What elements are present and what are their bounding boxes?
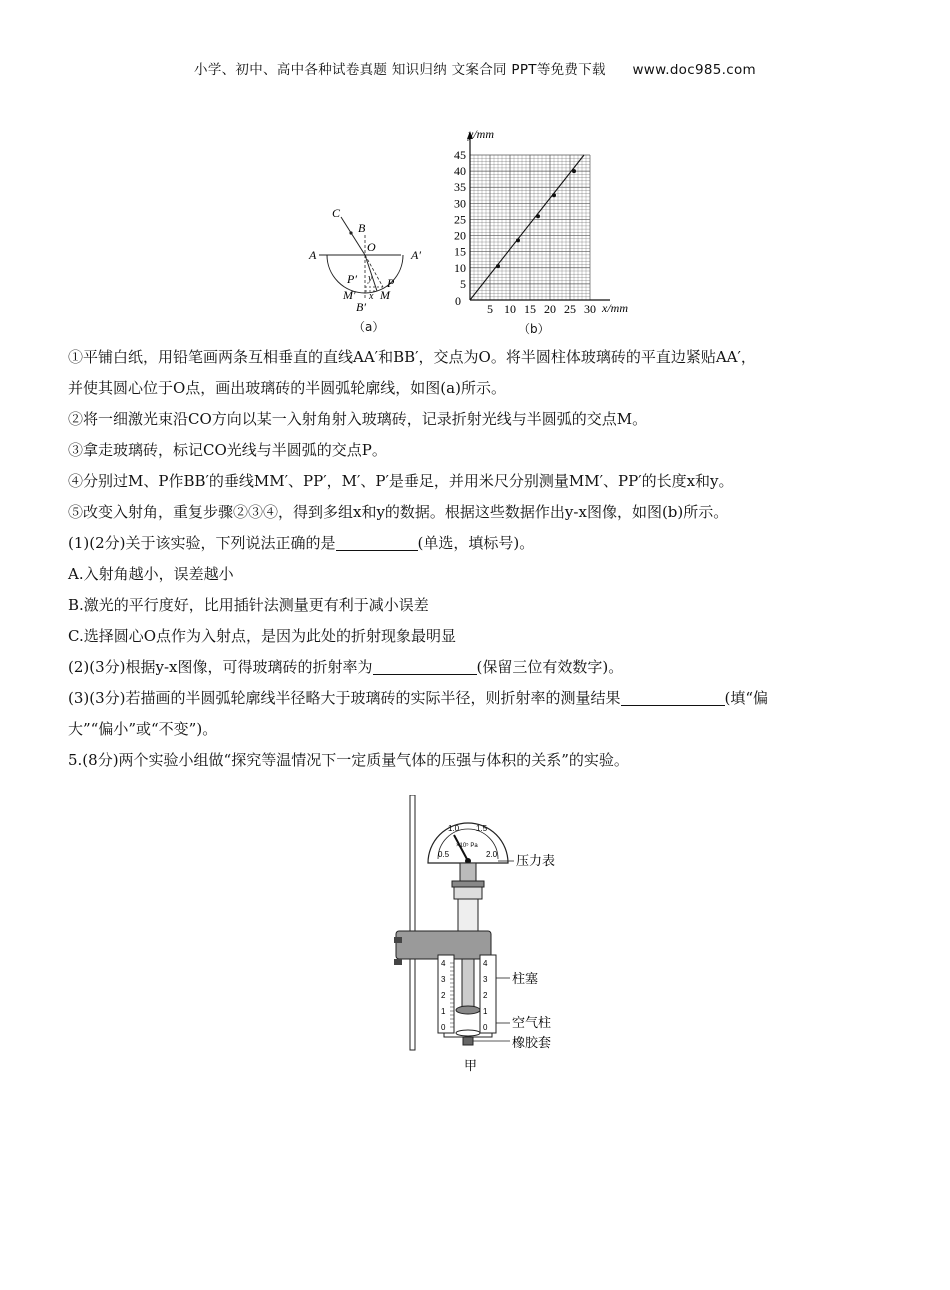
step-4: ④分别过M、P作BB′的垂线MM′、PP′，M′、P′是垂足，并用米尺分别测量MM′、PP′的长度x和y。 <box>68 472 734 490</box>
y-tick-label: 30 <box>454 196 466 211</box>
label-M-prime: M′ <box>343 288 356 302</box>
data-point <box>572 169 576 173</box>
chart-xlabel: x/mm <box>602 301 628 315</box>
q1-option-c: C.选择圆心O点作为入射点，是因为此处的折射现象最明显 <box>68 627 457 645</box>
left-scale-4: 4 <box>441 959 446 968</box>
q1-prefix: (1)(2分)关于该实验，下列说法正确的是 <box>68 534 336 552</box>
data-point <box>552 193 556 197</box>
label-x: x <box>369 291 374 302</box>
y-tick-label: 10 <box>454 260 466 275</box>
chart-origin-label: 0 <box>455 294 461 308</box>
label-B: B <box>358 221 366 235</box>
step-3: ③拿走玻璃砖，标记CO光线与半圆弧的交点P。 <box>68 441 387 459</box>
left-scale-0: 0 <box>441 1023 446 1032</box>
label-P: P <box>387 276 395 290</box>
q2-suffix: (保留三位有效数字)。 <box>476 658 624 676</box>
left-scale-2: 2 <box>441 991 446 1000</box>
q3-suffix: (填“偏 <box>724 689 769 707</box>
label-O: O <box>367 240 376 254</box>
header-site: www.doc985.com <box>632 62 756 78</box>
gauge-unit: ×10⁵ Pa <box>456 843 478 849</box>
q2-answer-blank[interactable] <box>373 656 477 675</box>
figure-a-caption: （a） <box>353 320 385 334</box>
label-A-prime: A′ <box>411 248 421 262</box>
x-tick-label: 30 <box>584 302 596 316</box>
q3-prefix: (3)(3分)若描画的半圆弧轮廓线半径略大于玻璃砖的实际半径，则折射率的测量结果 <box>68 689 621 707</box>
right-scale-1: 1 <box>483 1007 488 1016</box>
label-rubber-cap: 橡胶套 <box>512 1036 552 1051</box>
stand-rod <box>410 795 415 1050</box>
step-1: ①平铺白纸，用铅笔画两条互相垂直的直线AA′和BB′，交点为O。将半圆柱体玻璃砖的平直边紧贴AA′， <box>68 348 756 366</box>
question-5: 5.(8分)两个实验小组做“探究等温情况下一定质量气体的压强与体积的关系”的实验。 <box>68 751 629 769</box>
plunger <box>456 1006 480 1014</box>
rubber-cap <box>463 1037 473 1045</box>
data-point <box>516 238 520 242</box>
x-tick-label: 5 <box>487 302 493 316</box>
label-C: C <box>332 206 341 220</box>
x-tick-label: 10 <box>504 302 516 316</box>
x-tick-label: 15 <box>524 302 536 316</box>
figure-b-chart <box>440 125 650 320</box>
q2-prefix: (2)(3分)根据y-x图像，可得玻璃砖的折射率为 <box>68 658 373 676</box>
gauge-tick-1: 0.5 <box>438 850 450 859</box>
x-tick-label: 25 <box>564 302 576 316</box>
right-scale-3: 3 <box>483 975 488 984</box>
q1-option-a: A.入射角越小，误差越小 <box>68 565 234 583</box>
question-body <box>68 342 888 776</box>
q1-option-b: B.激光的平行度好，比用插针法测量更有利于减小误差 <box>68 596 429 614</box>
step-2: ②将一细激光束沿CO方向以某一入射角射入玻璃砖，记录折射光线与半圆弧的交点M。 <box>68 410 648 428</box>
question-3 <box>68 683 888 714</box>
q1-answer-blank[interactable] <box>336 532 418 551</box>
right-scale-4: 4 <box>483 959 488 968</box>
label-B-prime: B′ <box>356 300 366 314</box>
fit-line <box>470 155 584 300</box>
plunger-rod <box>462 959 474 1009</box>
clamp-screw-top <box>394 937 402 943</box>
chart-ylabel: y/mm <box>468 127 494 141</box>
label-P-prime: P′ <box>347 272 357 286</box>
y-tick-label: 40 <box>454 164 466 179</box>
step-5: ⑤改变入射角，重复步骤②③④，得到多组x和y的数据。根据这些数据作出y-x图像，如图(b)所示。 <box>68 503 729 521</box>
right-scale-2: 2 <box>483 991 488 1000</box>
q3-answer-blank[interactable] <box>621 687 725 706</box>
left-scale-3: 3 <box>441 975 446 984</box>
chart-marks <box>470 155 584 300</box>
y-tick-label: 20 <box>454 228 466 243</box>
figure-jia-apparatus <box>380 795 580 1080</box>
question-3-cont: 大”“偏小”或“不变”)。 <box>68 720 218 738</box>
label-A: A <box>309 248 317 262</box>
label-y: y <box>368 273 373 284</box>
right-scale-0: 0 <box>483 1023 488 1032</box>
figure-b-caption: （b） <box>518 322 550 336</box>
clamp-screw-bottom <box>394 959 402 965</box>
y-tick-label: 15 <box>454 244 466 259</box>
chart-ticks <box>454 148 596 316</box>
q1-suffix: (单选，填标号)。 <box>417 534 535 552</box>
gauge-tick-3: 1.5 <box>476 824 488 833</box>
header-text: 小学、初中、高中各种试卷真题 知识归纳 文案合同 PPT等免费下载 <box>194 62 606 78</box>
label-M: M <box>380 288 390 302</box>
label-air-column: 空气柱 <box>512 1016 552 1031</box>
figure-a-semicircle-diagram <box>305 205 440 335</box>
gauge-tick-2: 1.0 <box>448 824 460 833</box>
y-tick-label: 45 <box>454 148 466 162</box>
y-tick-label: 35 <box>454 180 466 195</box>
question-2 <box>68 652 888 683</box>
page-header <box>0 58 950 78</box>
y-tick-label: 5 <box>460 276 466 291</box>
step-1-cont: 并使其圆心位于O点，画出玻璃砖的半圆弧轮廓线，如图(a)所示。 <box>68 379 506 397</box>
gauge-tick-4: 2.0 <box>486 850 498 859</box>
figure-jia-caption: 甲 <box>464 1059 478 1074</box>
question-1 <box>68 528 888 559</box>
data-point <box>496 264 500 268</box>
label-pressure-gauge: 压力表 <box>516 854 556 869</box>
left-scale-1: 1 <box>441 1007 446 1016</box>
chart-grid <box>470 155 590 300</box>
y-tick-label: 25 <box>454 212 466 227</box>
data-point <box>536 214 540 218</box>
label-plunger: 柱塞 <box>512 972 539 987</box>
x-tick-label: 20 <box>544 302 556 316</box>
